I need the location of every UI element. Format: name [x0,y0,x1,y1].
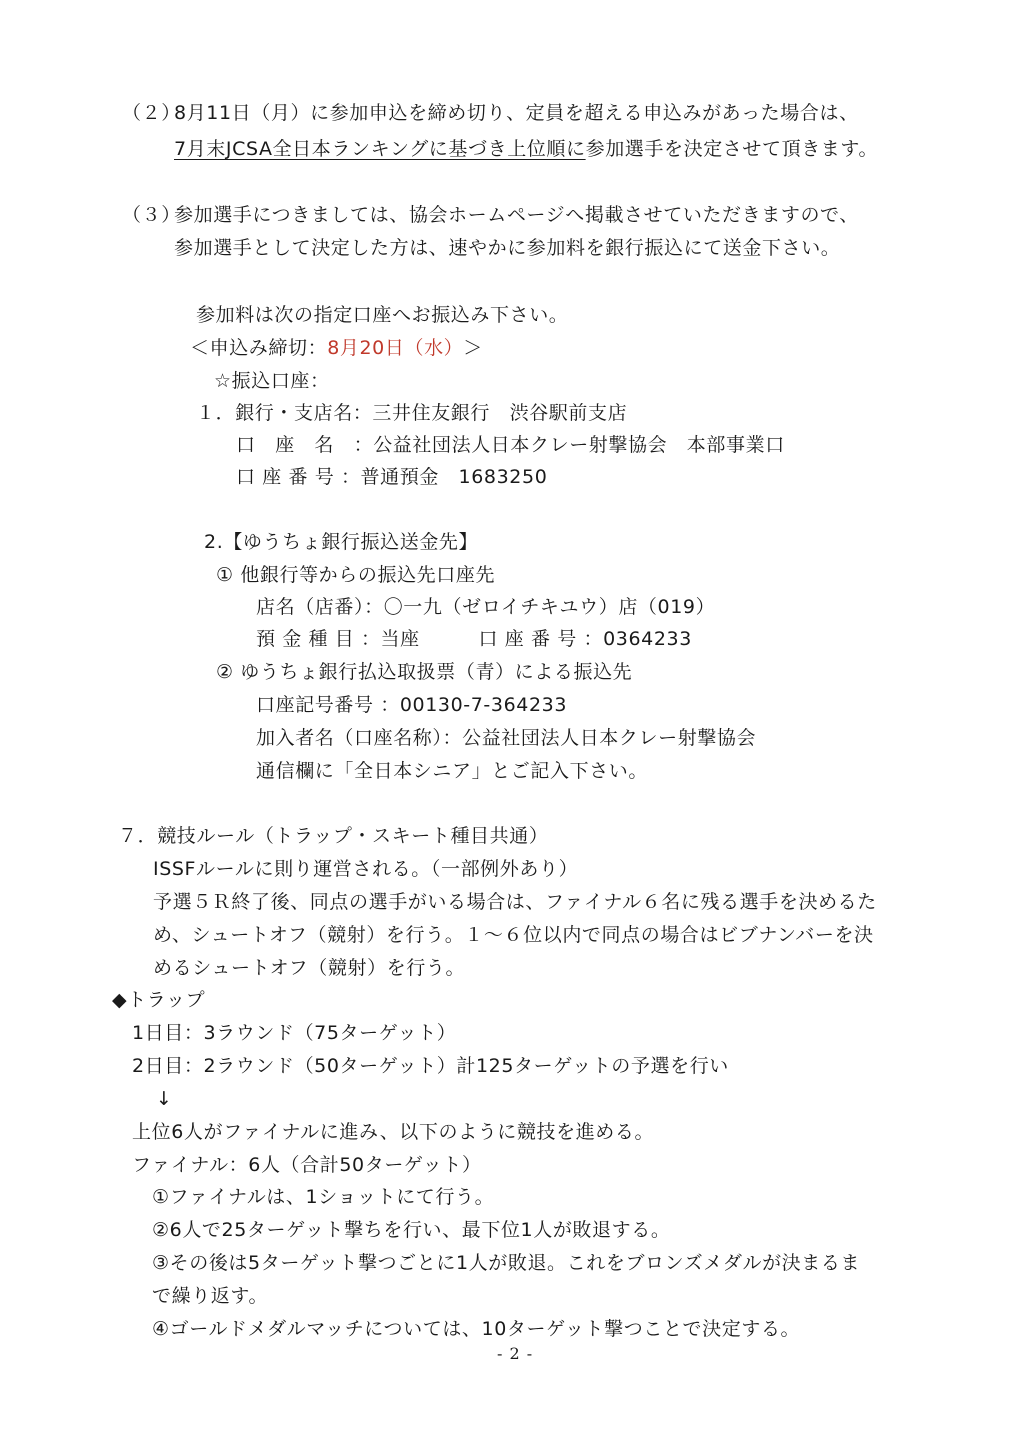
item3-line2: 参加選手として決定した方は、速やかに参加料を銀行振込にて送金下さい。 [174,237,841,259]
item2-line2-rest: 参加選手を決定させて頂きます。 [585,138,879,160]
item3-number: （３） [122,204,181,226]
bank1-line2: 口 座 名 ：公益社団法人日本クレー射撃協会 本部事業口 [236,434,785,456]
bank1-line3: 口 座 番 号 ：普通預金 1683250 [236,466,548,488]
bank2-heading: 2.【ゆうちょ銀行振込送金先】 [204,531,479,553]
bank2-sub2-line1: 口座記号番号 ：00130-7-364233 [256,694,568,716]
deadline-date: 8月20日（水） [327,337,464,359]
page-number: - 2 - [497,1344,534,1363]
item2-number: （２） [122,102,181,124]
section7-line2: 予選５Ｒ終了後、同点の選手がいる場合は、ファイナル６名に残る選手を決めるた [153,891,877,913]
trap-rule2: ②6人で25ターゲット撃ちを行い、最下位1人が敗退する。 [152,1219,671,1241]
payment-deadline [190,339,483,358]
trap-final: ファイナル：6人（合計50ターゲット） [132,1154,482,1176]
deadline-suffix: ＞ [463,337,483,359]
bank2-sub1-line2: 預 金 種 目 ：当座 口 座 番 号 ：0364233 [256,628,692,650]
bank2-sub1-line1: 店名（店番）：〇一九（ゼロイチキユウ）店（019） [256,596,716,618]
account-heading: ☆振込口座： [214,370,330,392]
bank1-line1: １．銀行・支店名：三井住友銀行 渋谷駅前支店 [196,402,628,424]
bank2-sub2-line3: 通信欄に「全日本シニア」とご記入下さい。 [256,760,649,782]
bank2-sub2-line2: 加入者名（口座名称）：公益社団法人日本クレー射撃協会 [256,727,757,749]
trap-day1: 1日目：3ラウンド（75ターゲット） [132,1022,457,1044]
item3-line1: 参加選手につきましては、協会ホームページへ掲載させていただきますので、 [174,204,859,226]
trap-day2: 2日目：2ラウンド（50ターゲット）計125ターゲットの予選を行い [132,1055,729,1077]
trap-rule4: ④ゴールドメダルマッチについては、10ターゲット撃つことで決定する。 [152,1318,801,1340]
section7-line1: ISSFルールに則り運営される。（一部例外あり） [153,858,579,880]
trap-rule3b: で繰り返す。 [152,1285,269,1307]
down-arrow-icon: ↓ [156,1088,173,1110]
section7-line3: め、シュートオフ（競射）を行う。１～６位以内で同点の場合はビブナンバーを決 [153,924,874,946]
payment-intro: 参加料は次の指定口座へお振込み下さい。 [196,304,569,326]
item2-line2 [174,140,878,159]
bank2-sub2-heading: ② ゆうちょ銀行払込取扱票（青）による振込先 [216,661,633,683]
trap-rule3a: ③その後は5ターゲット撃つごとに1人が敗退。これをブロンズメダルが決まるま [152,1252,861,1274]
ranking-underlined-text: 7月末JCSA全日本ランキングに基づき上位順に [174,138,586,160]
trap-top6: 上位6人がファイナルに進み、以下のように競技を進める。 [132,1121,655,1143]
deadline-prefix: ＜申込み締切： [190,337,328,359]
section7-heading: ７．競技ルール（トラップ・スキート種目共通） [118,825,549,847]
trap-rule1: ①ファイナルは、1ショットにて行う。 [152,1186,495,1208]
trap-heading: ◆トラップ [112,989,206,1011]
bank2-sub1-heading: ① 他銀行等からの振込先口座先 [216,564,496,586]
section7-line4: めるシュートオフ（競射）を行う。 [153,957,466,979]
item2-line1: 8月11日（月）に参加申込を締め切り、定員を超える申込みがあった場合は、 [174,102,859,124]
